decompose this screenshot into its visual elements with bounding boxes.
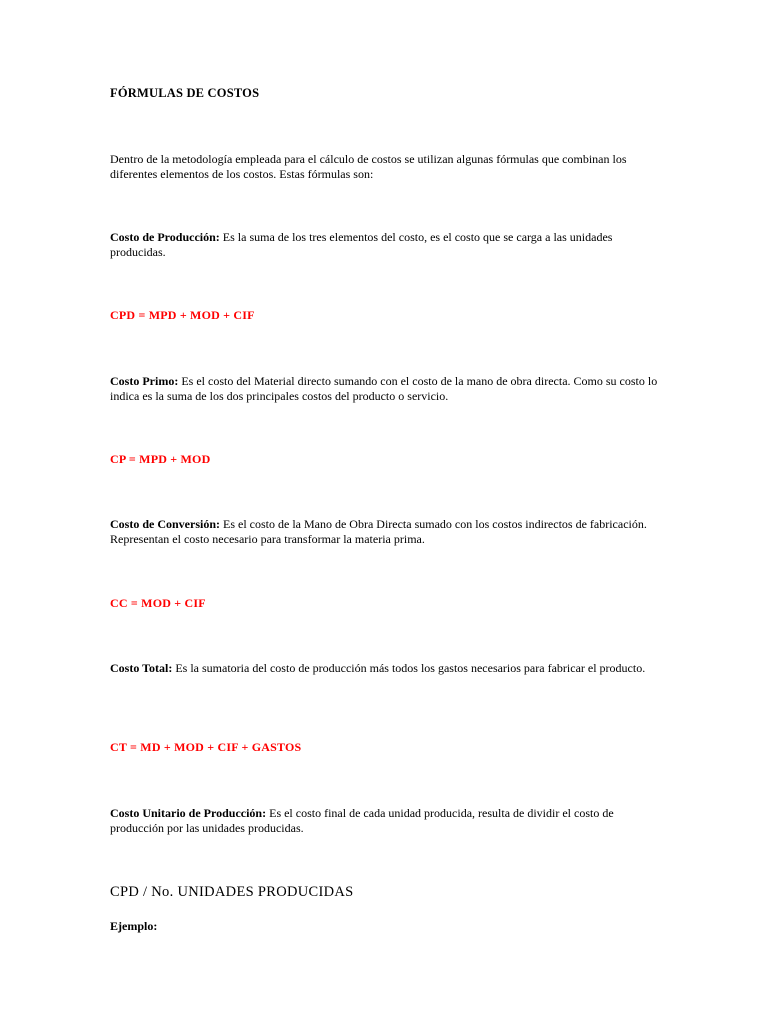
formula-cpd: CPD = MPD + MOD + CIF: [110, 308, 255, 322]
term-label: Costo de Producción:: [110, 230, 220, 244]
definition-text: Es el costo del Material directo sumando con el costo de la mano de obra directa. Como su costo lo indica es la suma de los dos principales costos del producto o servicio.: [110, 374, 658, 403]
example-label: Ejemplo:: [110, 919, 158, 933]
definition-text: Es el costo final de cada unidad producida, resulta de dividir el costo de producción por las unidades producidas.: [110, 806, 614, 835]
definition-text: Es el costo de la Mano de Obra Directa sumado con los costos indirectos de fabricación. Representan el costo necesario para transformar la materia prima.: [110, 517, 647, 546]
intro-paragraph: Dentro de la metodología empleada para el cálculo de costos se utilizan algunas fórmulas que combinan los diferentes elementos de los costos. Estas fórmulas son:: [110, 152, 627, 181]
term-label: Costo Primo:: [110, 374, 179, 388]
definition-costo-conversion: [110, 517, 658, 547]
formula-ct: CT = MD + MOD + CIF + GASTOS: [110, 740, 302, 754]
definition-costo-produccion: [110, 230, 658, 260]
definition-text: Es la sumatoria del costo de producción más todos los gastos necesarios para fabricar el producto.: [172, 661, 646, 675]
definition-costo-total: [110, 661, 658, 676]
term-label: Costo Total:: [110, 661, 173, 675]
term-label: Costo de Conversión:: [110, 517, 220, 531]
formula-cp: CP = MPD + MOD: [110, 452, 211, 466]
formula-cc: CC = MOD + CIF: [110, 596, 206, 610]
term-label: Costo Unitario de Producción:: [110, 806, 267, 820]
formula-unit-cost: CPD / No. UNIDADES PRODUCIDAS: [110, 884, 354, 900]
definition-costo-unitario: [110, 806, 658, 836]
definition-text: Es la suma de los tres elementos del costo, es el costo que se carga a las unidades producidas.: [110, 230, 613, 259]
definition-costo-primo: [110, 374, 658, 404]
document-title: FÓRMULAS DE COSTOS: [110, 86, 260, 100]
